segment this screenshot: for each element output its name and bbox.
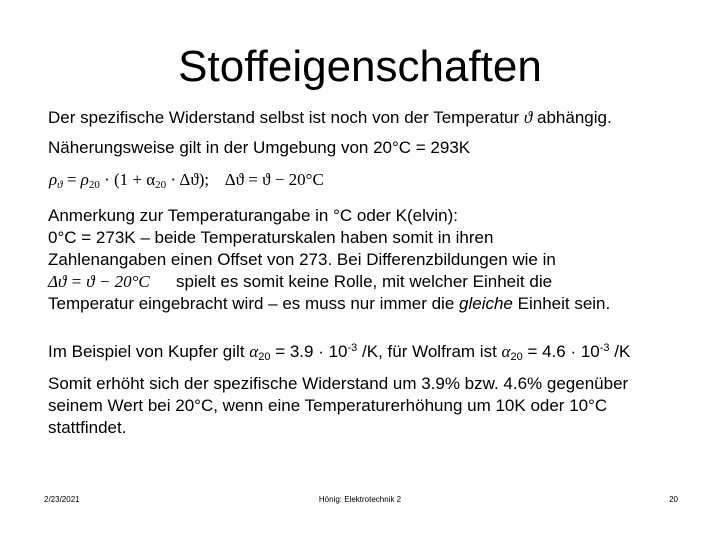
temperature-dependence-suffix: abhängig. xyxy=(537,108,612,127)
conclusion-line-2: seinem Wert bei 20°C, wenn eine Temperaturerhöhung um 10K oder 10°C xyxy=(48,396,608,415)
footer-title: Hönig: Elektrotechnik 2 xyxy=(318,495,402,504)
remark-block xyxy=(48,205,610,315)
exponent-copper: -3 xyxy=(347,342,358,354)
conclusion-line-1: Somit erhöht sich der spezifische Widerstand um 3.9% bzw. 4.6% gegenüber xyxy=(48,374,629,393)
rho20-symbol: ρ xyxy=(80,170,89,189)
example-text-1: Im Beispiel von Kupfer gilt xyxy=(48,342,245,361)
remark-line-5-before: Temperatur eingebracht wird – es muss nur immer die xyxy=(48,294,455,313)
example-text-5: /K xyxy=(614,342,631,361)
remark-line-3: Zahlenangaben einen Offset von 273. Bei Differenzbildungen wie in xyxy=(48,250,556,269)
remark-line-5 xyxy=(48,293,610,315)
alpha-copper-subscript: 20 xyxy=(258,351,271,363)
alpha-copper: α xyxy=(249,342,259,361)
remark-line-5-after: Einheit sein. xyxy=(517,294,611,313)
remark-line-2: 0°C = 273K – beide Temperaturskalen haben somit in ihren xyxy=(48,228,494,247)
slide-title: Stoffeigenschaften xyxy=(178,42,542,91)
alpha-subscript: 20 xyxy=(155,179,167,191)
remark-line-4-text: spielt es somit keine Rolle, mit welcher Einheit die xyxy=(176,272,553,291)
alpha-tungsten-subscript: 20 xyxy=(510,351,523,363)
rho-subscript: ϑ xyxy=(57,179,63,191)
example-line xyxy=(48,341,630,363)
resistivity-formula xyxy=(49,170,324,190)
temperature-dependence-text: Der spezifische Widerstand selbst ist noch von der Temperatur xyxy=(48,108,520,127)
remark-line-4 xyxy=(48,271,610,293)
remark-line-5-italic: gleiche xyxy=(459,294,513,313)
footer-page-number: 20 xyxy=(669,495,678,504)
formula-equals: = xyxy=(66,170,77,189)
example-text-3: /K, für Wolfram ist xyxy=(362,342,497,361)
exponent-tungsten: -3 xyxy=(599,342,610,354)
rho-symbol: ρ xyxy=(49,170,58,189)
formula-middle: · (1 + α xyxy=(104,170,156,189)
conclusion-block xyxy=(48,373,628,439)
delta-theta-formula: Δϑ = ϑ − 20°C xyxy=(224,170,324,189)
temperature-dependence-line xyxy=(48,107,612,129)
footer-date: 2/23/2021 xyxy=(44,495,80,504)
rho20-subscript: 20 xyxy=(88,179,100,191)
alpha-tungsten: α xyxy=(501,342,511,361)
theta-symbol: ϑ xyxy=(523,108,533,127)
formula-end: · Δϑ); xyxy=(170,170,210,189)
approximation-line: Näherungsweise gilt in der Umgebung von 20°C = 293K xyxy=(48,138,471,157)
conclusion-line-3: stattfindet. xyxy=(48,418,127,437)
inline-delta-formula: Δϑ = ϑ − 20°C xyxy=(48,272,176,292)
example-text-4: = 4.6 · 10 xyxy=(527,342,600,361)
example-text-2: = 3.9 · 10 xyxy=(275,342,348,361)
remark-line-1: Anmerkung zur Temperaturangabe in °C oder K(elvin): xyxy=(48,206,458,225)
